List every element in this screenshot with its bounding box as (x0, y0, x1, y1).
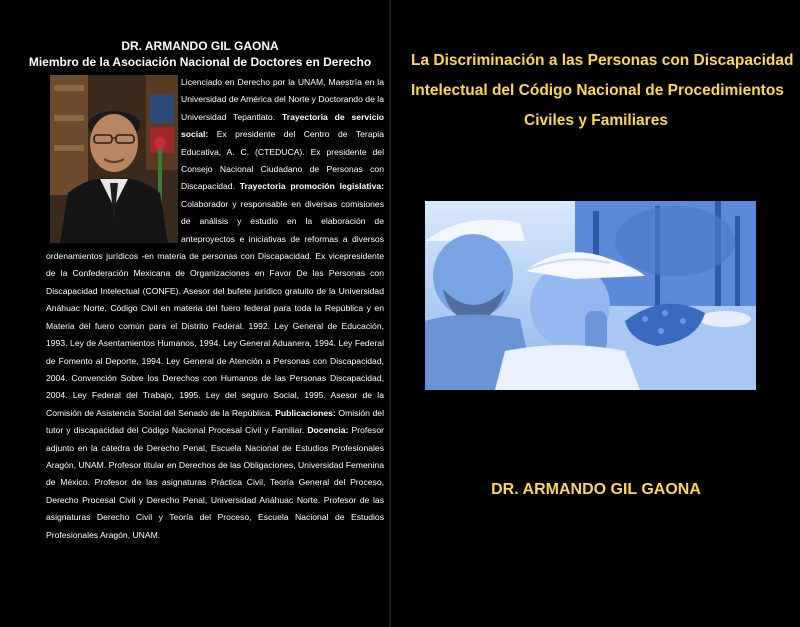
bio-heading-servicio-social: Trayectoria de servicio social: (181, 111, 385, 140)
bio-segment: Profesor adjunto en la cátedra de Derecho Penal, Escuela Nacional de Estudios Profesionales Aragón, UNAM. Profesor titular en Derechos de las Obligaciones, Universidad Femenina de México. Profesor de las asignaturas Práctica Civil, Teoría General del Proceso, Derecho Procesal Civil y Derecho Penal, Universidad Anáhuac Norte. Profesor de las asignaturas Derecho Civil y Teoría del Proceso, Escuela Nacional de Estudios Profesionales Aragón, UNAM. (46, 425, 384, 540)
bio-segment: Colaborador y responsable en diversas comisiones de análisis y estudio en la elaboración de anteproyectos e iniciativas de reformas a diversos ordenamientos jurídicos -en materia de personas con Discapacidad. Ex vicepresidente de la Confederación Mexicana de Organizaciones en Favor De las Personas con Discapacidad Intelectual (CONFE). Asesor del bufete jurídico gratuito de la Universidad Anáhuac Norte. Código Civil en materia del fuero federal para toda la República y en Materia del fuero común para el Distrito Federal. 1992. Ley General de Educación, 1993. Ley de Asentamientos Humanos, 1994. Ley General Aduanera, 1994. Ley Federal de Fomento al Deporte, 1994. Ley General de Atención a Personas con Discapacidad, 2004. Convención Sobre los Derechos con Humanos de las Personas Discapacidad, 2004. Ley Federal del Trabajo, 1995. Ley del seguro Social, 1995. Asesor de la Comisión de Asistencia Social del Senado de la República. (46, 198, 384, 418)
bio-heading-promocion-legislativa: Trayectoria promoción legislativa: (239, 181, 384, 192)
cover-photo (425, 201, 756, 390)
back-author-heading (0, 38, 400, 70)
back-author-name: DR. ARMANDO GIL GAONA (121, 39, 279, 53)
bio-heading-docencia: Docencia: (307, 425, 349, 436)
back-author-affiliation: Miembro de la Asociación Nacional de Doctores en Derecho (28, 55, 372, 69)
cover-photo-image (425, 201, 756, 390)
portrait-space (46, 74, 181, 244)
book-title (411, 46, 794, 136)
bio-segment: Ex presidente del Centro de Terapia Educativa, A. C. (CTEDUCA). Ex presidente del Consejo Nacional Ciudadano de Personas con Discapacidad. (181, 129, 384, 192)
book-title-line-3: Civiles y Familiares (524, 112, 668, 129)
book-title-line-1: La Discriminación a las Personas con Discapacidad (411, 52, 794, 69)
front-author-name: DR. ARMANDO GIL GAONA (491, 481, 701, 498)
bio-heading-publicaciones: Publicaciones: (275, 407, 336, 418)
bio-segment: Licenciado en Derecho por la UNAM, Maestría en la Universidad de América del Norte y Doctorando de la Universidad Tepantlato. (181, 77, 384, 122)
book-title-line-2: Intelectual del Código Nacional de Procedimientos (411, 82, 784, 99)
bio-segment: Omisión del tutor y discapacidad del Código Nacional Procesal Civil y Familiar. (46, 407, 384, 436)
author-biography (46, 74, 384, 544)
